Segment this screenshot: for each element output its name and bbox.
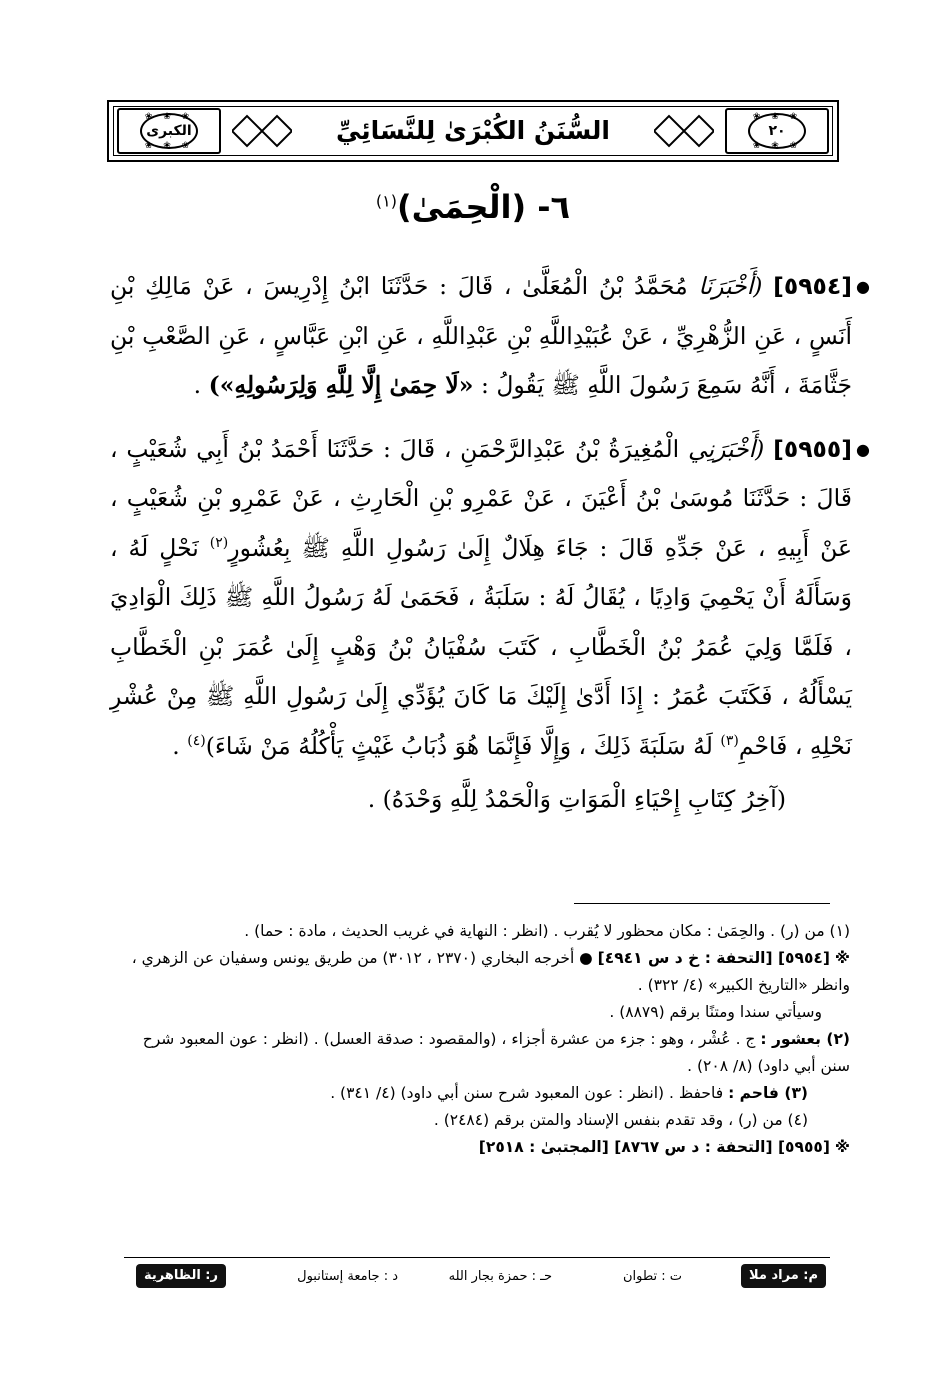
emblem-text: الكبرى xyxy=(140,113,198,149)
header-band-right xyxy=(649,108,719,154)
footnote-4: (٤) من (ر) ، وقد تقدم بنفس الإسناد والمتن برقم (٢٤٨٤) . xyxy=(433,1111,808,1129)
footnote-3 xyxy=(112,1080,850,1107)
section-title-text: ٦- (الْحِمَىٰ) xyxy=(397,188,571,226)
hadith-number: [٥٩٥٥] xyxy=(773,434,852,463)
manuscript-d: د : جامعة إستانبول xyxy=(297,1269,398,1284)
header-band-left xyxy=(227,108,297,154)
footnote-ref: (٤) xyxy=(187,732,206,749)
hadith-5955 xyxy=(110,425,870,772)
hadith-text-part-b: نَحْلٍ لَهُ ، وَسَأَلَهُ أَنْ يَحْمِيَ وَادِيًا ، يُقَالُ لَهُ : سَلَبَةُ ، فَحَمَىٰ لَهُ رَسُولُ اللَّهِ ﷺ ذَلِكَ الْوَادِيَ ، فَلَمَّا وَلِيَ عُمَرُ بْنُ الْخَطَّابِ ، كَتَبَ سُفْيَانُ بْنُ وَهْبٍ إِلَىٰ عُمَرَ بْنِ الْخَطَّابِ يَسْأَلُهُ ، فَكَتَبَ عُمَرُ : إِذَا أَدَّىٰ إِلَيْكَ مَا كَانَ يُؤَدِّي إِلَىٰ رَسُولِ اللَّهِ ﷺ مِنْ عُشْرِ نَحْلِهِ ، فَاحْمِ xyxy=(110,533,852,760)
footnote-term: (٢) بعشور : xyxy=(760,1030,850,1048)
ornament-top: ❀ ❀ ❀ xyxy=(144,112,194,122)
footnotes xyxy=(112,918,850,1161)
takhrij-5954 xyxy=(112,945,850,999)
page-header xyxy=(107,100,839,162)
ornament-bottom: ❀ ❀ ❀ xyxy=(144,141,194,151)
manuscript-tag-m: م: مراد ملا xyxy=(741,1264,826,1288)
hadith-text: مُحَمَّدُ بْنُ الْمُعَلَّىٰ ، قَالَ : حَدَّثَنَا ابْنُ إِدْرِيسَ ، عَنْ مَالِكِ بْنِ أَنَسٍ ، عَنِ الزُّهْرِيِّ ، عَنْ عُبَيْدِاللَّهِ بْنِ عَبْدِاللَّهِ ، عَنِ ابْنِ عَبَّاسٍ ، عَنِ الصَّعْبِ بْنِ جَثَّامَةَ ، أَنَّهُ سَمِعَ رَسُولَ اللَّهِ ﷺ يَقُولُ : xyxy=(110,272,852,399)
page-number-frame xyxy=(725,108,829,154)
footnote-divider xyxy=(574,903,830,904)
book-emblem xyxy=(117,108,221,154)
lattice-icon xyxy=(232,111,292,151)
hadith-text-part-a: الْمُغِيرَةُ بْنُ عَبْدِالرَّحْمَنِ ، قَالَ : حَدَّثَنَا أَحْمَدُ بْنُ أَبِي شُعَيْبٍ ، قَالَ : حَدَّثَنَا مُوسَىٰ بْنُ أَعْيَنَ ، عَنْ عَمْرِو بْنِ الْحَارِثِ ، عَنْ عَمْرِو بْنِ شُعَيْبٍ ، عَنْ أَبِيهِ ، عَنْ جَدِّهِ قَالَ : جَاءَ هِلَالٌ إِلَىٰ رَسُولِ اللَّهِ ﷺ بِعُشُورٍ xyxy=(110,434,852,562)
asterisk-icon: ※ xyxy=(834,949,850,967)
lattice-icon xyxy=(654,111,714,151)
manuscript-t: ت : تطوان xyxy=(622,1269,682,1284)
footnote-text: فاحفظ . (انظر : عون المعبود شرح سنن أبي داود) (٤/ ٣٤١) . xyxy=(330,1084,724,1102)
takhrij-head: [٥٩٥٤] [التحفة : خ د س ٤٩٤١] xyxy=(597,949,830,967)
manuscript-key xyxy=(124,1264,830,1292)
hadith-opening: (أَخْبَرَنِي xyxy=(687,434,765,463)
page-number: ٢٠ xyxy=(748,113,806,149)
hadith-number: [٥٩٥٤] xyxy=(773,272,852,300)
hadith-text-part-c: لَهُ سَلَبَةَ ذَلِكَ ، وَإِلَّا فَإِنَّمَا هُوَ ذُبَابُ غَيْثٍ يَأْكُلُهُ مَنْ شَاءَ) xyxy=(205,731,721,760)
book-title: السُّنَنُ الكُبْرَىٰ لِلنَّسَائِيِّ xyxy=(336,116,610,145)
footnote-term: (٣) فاحم : xyxy=(728,1084,808,1102)
section-title xyxy=(200,188,746,226)
book-closing: (آخِرُ كِتَابِ إِحْيَاءِ الْمَوَاتِ وَالْحَمْدُ لِلَّهِ وَحْدَهُ) . xyxy=(367,785,786,813)
footnote-ref: (٣) xyxy=(720,732,739,749)
footnote-1: (١) من (ر) . والحِمَىٰ : مكان محظور لا يُقرب . (انظر : النهاية في غريب الحديث ، مادة : حما) . xyxy=(244,922,850,940)
hadith-5954 xyxy=(110,262,870,411)
footnote-2 xyxy=(112,1026,850,1080)
bullet-icon: ● xyxy=(856,277,870,296)
takhrij-text: ● أخرجه البخاري (٢٣٧٠ ، ٣٠١٢) من طريق يونس وسفيان عن الزهري ، وانظر «التاريخ الكبير» (٤/ ٣٢٢) . xyxy=(131,949,850,994)
paragraph-gap xyxy=(110,411,852,425)
takhrij-5955 xyxy=(112,1134,850,1161)
asterisk-icon: ※ xyxy=(834,1138,850,1156)
prophetic-saying: «لَا حِمَىٰ إِلَّا لِلَّهِ وَلِرَسُولِهِ») xyxy=(208,371,474,399)
takhrij-head: [٥٩٥٥] [التحفة : د س ٨٧٦٧] [المجتبىٰ : ٢٥١٨] xyxy=(478,1138,830,1156)
ornament-bottom: ❀ ❀ ❀ xyxy=(752,141,802,151)
ornament-top: ❀ ❀ ❀ xyxy=(752,112,802,122)
footnote-text: ج . عُشْر ، وهو : جزء من عشرة أجزاء ، (والمقصود : صدقة العسل) . (انظر : عون المعبود شرح سنن أبي داود) (٨/ ٢٠٨) . xyxy=(142,1030,850,1075)
takhrij-5954-note: وسيأتي سندا ومتنًا برقم (٨٨٧٩) . xyxy=(609,1003,822,1021)
footnote-ref: (١) xyxy=(375,191,397,211)
hadith-opening: (أَخْبَرَنَا xyxy=(698,272,763,300)
bullet-icon: ● xyxy=(856,439,870,459)
bottom-divider xyxy=(124,1257,830,1258)
hadith-end: . xyxy=(193,371,209,399)
footnote-ref: (٢) xyxy=(209,534,229,551)
manuscript-tag-r: ر: الظاهرية xyxy=(136,1264,226,1288)
hadith-end: . xyxy=(172,731,188,760)
main-text xyxy=(110,262,870,848)
manuscript-h: حـ : حمزة بجار الله xyxy=(448,1269,552,1284)
